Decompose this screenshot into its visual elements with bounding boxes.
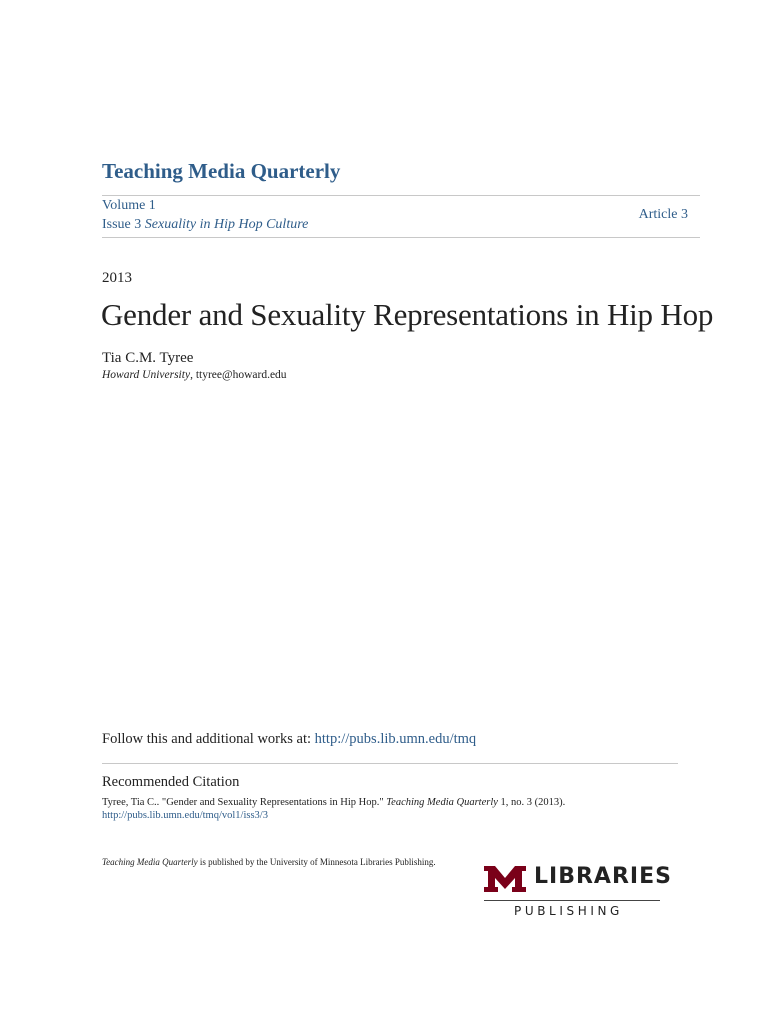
issue-name: Sexuality in Hip Hop Culture	[144, 217, 309, 232]
issue-link[interactable]	[102, 217, 308, 233]
citation-part-b: 1, no. 3 (2013).	[497, 797, 566, 808]
citation-rule	[102, 763, 678, 764]
article-link[interactable]: Article 3	[638, 207, 688, 222]
issue-rule	[102, 237, 700, 238]
citation-journal: Teaching Media Quarterly	[386, 797, 498, 808]
author-affiliation	[102, 369, 287, 381]
follow-line	[102, 731, 476, 748]
publisher-statement	[102, 857, 436, 867]
publisher-text: is published by the University of Minnesota Libraries Publishing.	[197, 857, 436, 867]
volume-link[interactable]: Volume 1	[102, 198, 156, 213]
follow-url-link[interactable]: http://pubs.lib.umn.edu/tmq	[314, 731, 477, 747]
citation-part-a: Tyree, Tia C.. "Gender and Sexuality Representations in Hip Hop."	[102, 797, 387, 808]
publisher-journal: Teaching Media Quarterly	[102, 857, 198, 867]
author-email: , ttyree@howard.edu	[190, 369, 287, 381]
article-title: Gender and Sexuality Representations in Hip Hop	[101, 297, 714, 332]
journal-title[interactable]: Teaching Media Quarterly	[102, 159, 341, 183]
follow-text: Follow this and additional works at:	[102, 731, 315, 747]
logo-rule	[484, 900, 660, 901]
logo-publishing-text: PUBLISHING	[514, 904, 623, 918]
citation-url-link[interactable]: http://pubs.lib.umn.edu/tmq/vol1/iss3/3	[102, 810, 268, 821]
recommended-citation-heading: Recommended Citation	[102, 774, 240, 790]
author-name: Tia C.M. Tyree	[102, 350, 194, 366]
issue-number: Issue 3	[102, 217, 142, 232]
top-rule	[102, 195, 700, 196]
affiliation-name: Howard University	[102, 369, 191, 381]
publication-year: 2013	[102, 270, 132, 286]
libraries-publishing-logo[interactable]	[484, 864, 672, 924]
citation-text	[102, 797, 565, 808]
university-m-icon	[484, 866, 526, 892]
logo-libraries-text: LIBRARIES	[534, 864, 672, 889]
